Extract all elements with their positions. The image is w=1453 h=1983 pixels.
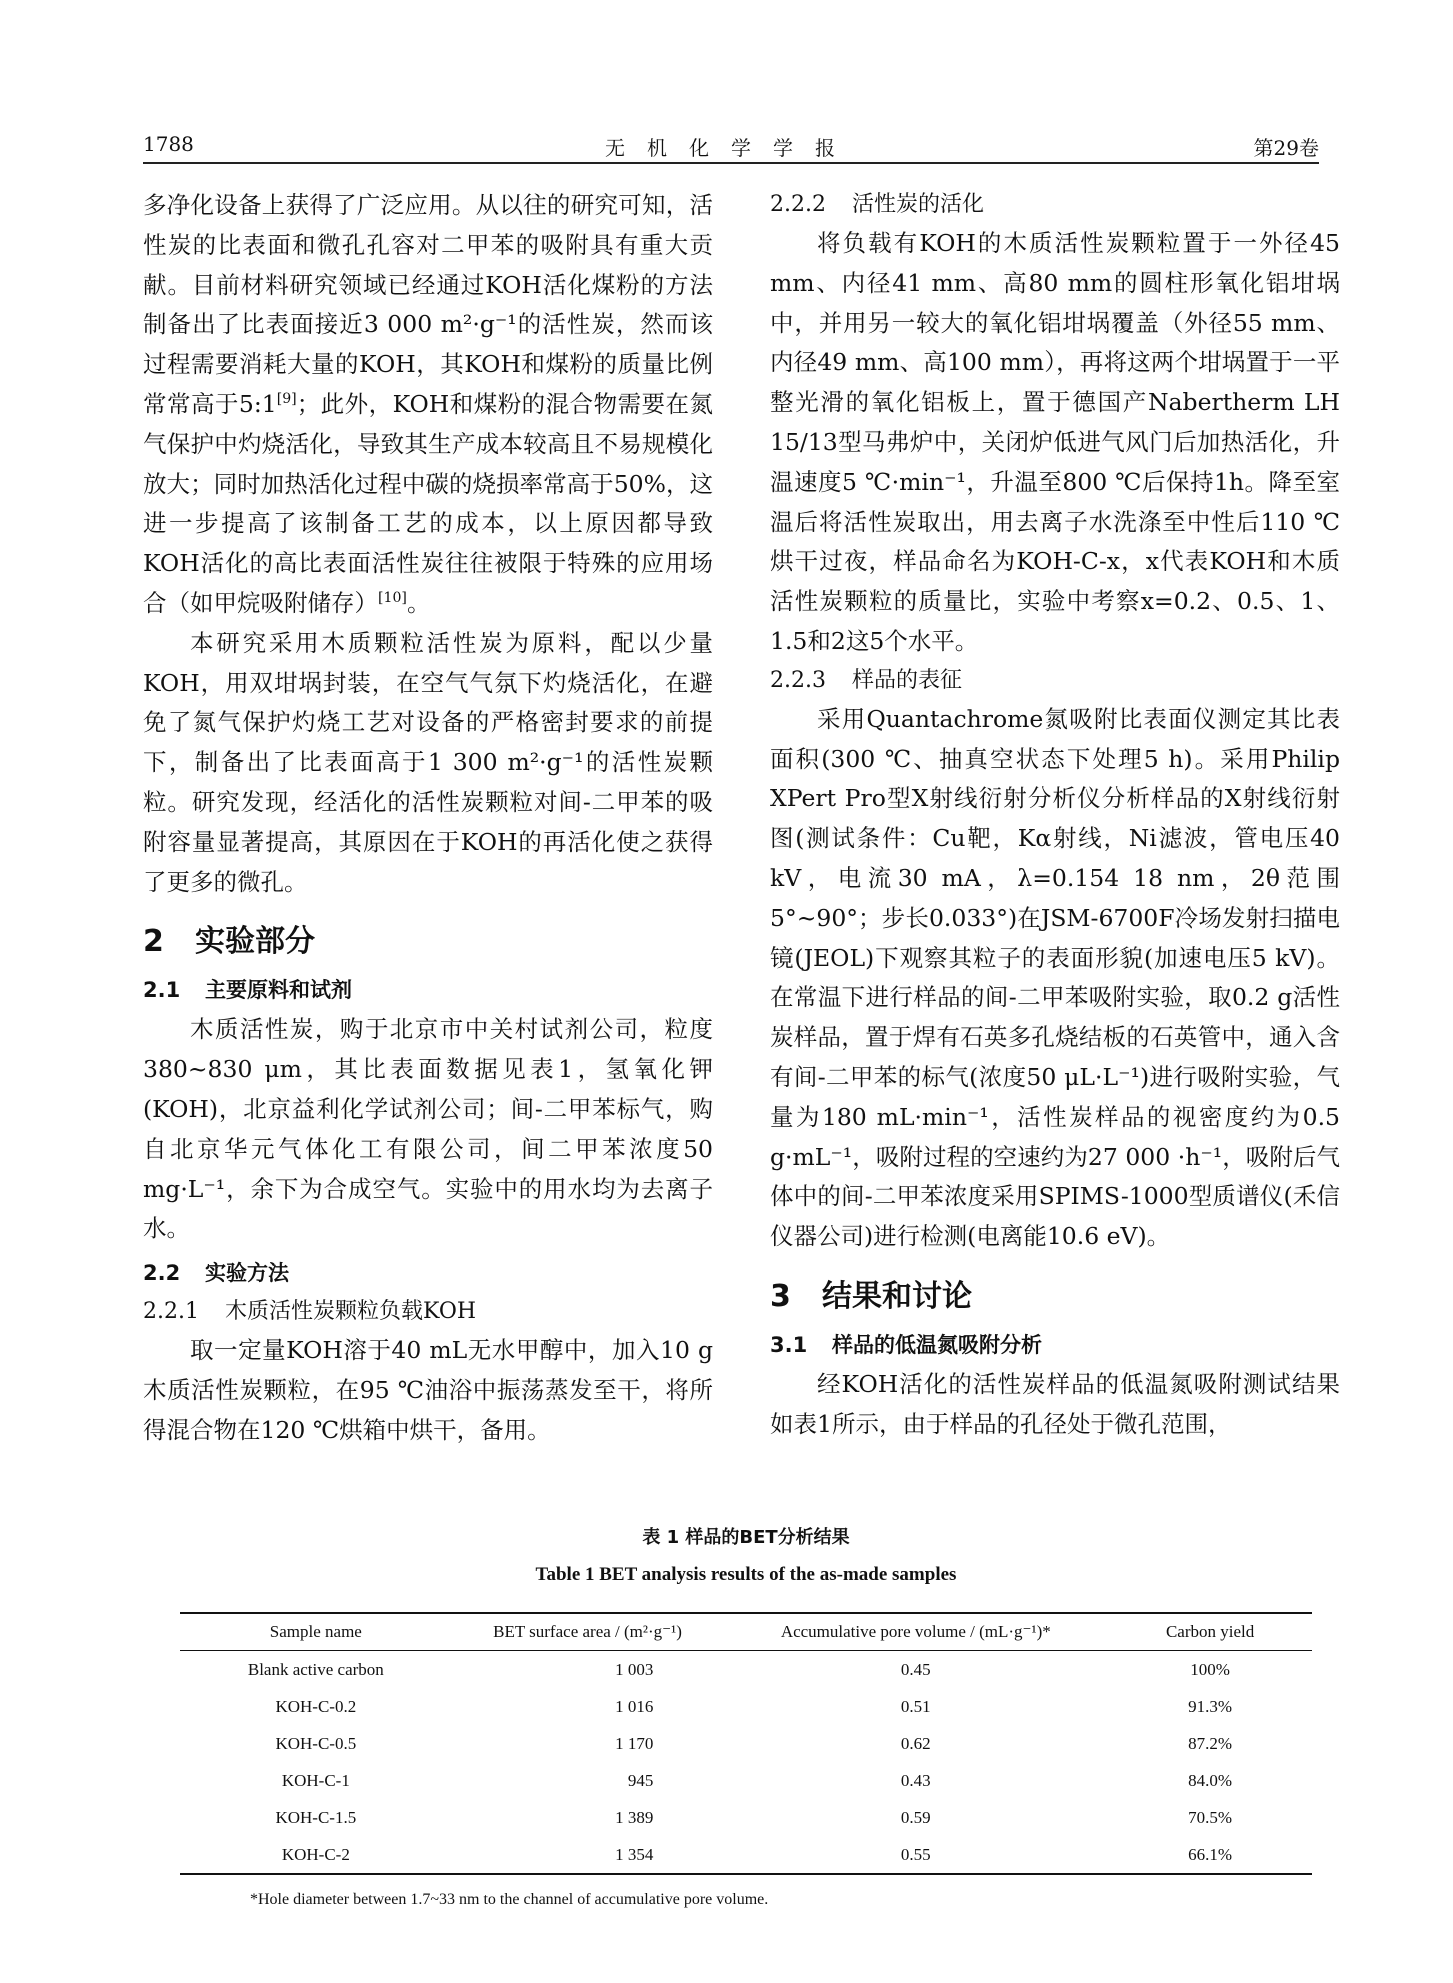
- paragraph-study-summary: 本研究采用木质颗粒活性炭为原料，配以少量KOH，用双坩埚封装，在空气气氛下灼烧活化，在避免了氮气保护灼烧工艺对设备的严格密封要求的前提下，制备出了比表面高于1 300 m²·g⁻¹的活性炭颗粒。研究发现，经活化的活性炭颗粒对间-二甲苯的吸附容量显著提高，其原因在于KOH的再活化使之获得了更多的微孔。: [143, 628, 713, 896]
- cell-bet-surface-area: 1 170: [615, 1733, 654, 1753]
- cell-sample-name: Blank active carbon: [247, 1659, 384, 1679]
- header-pore-volume: Accumulative pore volume / (mL·g⁻¹)*: [780, 1622, 1051, 1641]
- cell-sample-name: KOH-C-0.2: [275, 1696, 357, 1716]
- cell-pore-volume: 0.59: [900, 1807, 931, 1827]
- cell-carbon-yield: 87.2%: [1188, 1733, 1233, 1753]
- cell-pore-volume: 0.51: [900, 1696, 931, 1716]
- page-number: 1788: [143, 132, 194, 156]
- cell-sample-name: KOH-C-1.5: [275, 1807, 357, 1827]
- cell-carbon-yield: 66.1%: [1188, 1844, 1233, 1864]
- cell-sample-name: KOH-C-2: [281, 1844, 350, 1864]
- table-header-row: [180, 1613, 1312, 1651]
- paragraph-koh-loading: 取一定量KOH溶于40 mL无水甲醇中，加入10 g木质活性炭颗粒，在95 ℃油浴中振荡蒸发至干，将所得混合物在120 ℃烘箱中烘干，备用。: [143, 1336, 713, 1444]
- section-heading-2-2-1: 2.2.1 木质活性炭颗粒负载KOH: [143, 1299, 477, 1325]
- cell-carbon-yield: 84.0%: [1188, 1770, 1233, 1790]
- paragraph-characterization: 采用Quantachrome氮吸附比表面仪测定其比表面积(300 ℃、抽真空状态下处理5 h)。采用Philip XPert Pro型X射线衍射分析仪分析样品的X射线衍射图(测试条件：Cu靶，Kα射线，Ni滤波，管电压40 kV，电流30 mA，λ=0.154 18 nm，2θ范围5°~90°；步长0.033°)在JSM-6700F冷场发射扫描电镜(JEOL)下观察其粒子的表面形貌(加速电压5 kV)。在常温下进行样品的间-二甲苯吸附实验，取0.2 g活性炭样品，置于焊有石英多孔烧结板的石英管中，通入含有间-二甲苯的标气(浓度50 μL·L⁻¹)进行吸附实验，气量为180 mL·min⁻¹，活性炭样品的视密度约为0.5 g·mL⁻¹，吸附过程的空速约为27 000 ·h⁻¹，吸附后气体中的间-二甲苯浓度采用SPIMS-1000型质谱仪(禾信仪器公司)进行检测(电离能10.6 eV)。: [770, 704, 1340, 1251]
- header-carbon-yield: Carbon yield: [1165, 1622, 1255, 1641]
- header-bet-surface-area: BET surface area / (m²·g⁻¹): [493, 1622, 682, 1641]
- table-row: [180, 1762, 1312, 1799]
- header-sample-name: Sample name: [269, 1622, 362, 1641]
- paragraph-materials: 木质活性炭，购于北京市中关村试剂公司，粒度380~830 μm，其比表面数据见表1，氢氧化钾(KOH)，北京益利化学试剂公司；间-二甲苯标气，购自北京华元气体化工有限公司，间二甲苯浓度50 mg·L⁻¹，余下为合成空气。实验中的用水均为去离子水。: [143, 1015, 713, 1243]
- section-heading-2: 2 实验部分: [143, 924, 315, 960]
- cell-pore-volume: 0.55: [900, 1844, 931, 1864]
- table-row: [180, 1799, 1312, 1836]
- right-column: [770, 186, 1340, 1445]
- paragraph-results-intro: 经KOH活化的活性炭样品的低温氮吸附测试结果如表1所示，由于样品的孔径处于微孔范围，: [770, 1369, 1340, 1438]
- left-column: [143, 186, 713, 1451]
- section-heading-3: 3 结果和讨论: [770, 1278, 972, 1314]
- cell-pore-volume: 0.43: [900, 1770, 931, 1790]
- cell-carbon-yield: 100%: [1190, 1659, 1230, 1679]
- paragraph-activation: 将负载有KOH的木质活性炭颗粒置于一外径45 mm、内径41 mm、高80 mm的圆柱形氧化铝坩埚中，并用另一较大的氧化铝坩埚覆盖（外径55 mm、内径49 mm、高100 mm），再将这两个坩埚置于一平整光滑的氧化铝板上，置于德国产Nabertherm LH 15/13型马弗炉中，关闭炉低进气风门后加热活化，升温速度5 ℃·min⁻¹，升温至800 ℃后保持1h。降至室温后将活性炭取出，用去离子水洗涤至中性后110 ℃烘干过夜，样品命名为KOH-C-x，x代表KOH和木质活性炭颗粒的质量比，实验中考察x=0.2、0.5、1、1.5和2这5个水平。: [770, 229, 1340, 655]
- table-row: [180, 1688, 1312, 1725]
- section-heading-2-2: 2.2 实验方法: [143, 1261, 289, 1286]
- table-caption-cn: 表 1 样品的BET分析结果: [642, 1527, 850, 1548]
- cell-sample-name: KOH-C-1: [281, 1770, 350, 1790]
- cell-carbon-yield: 91.3%: [1188, 1696, 1233, 1716]
- cell-bet-surface-area: 1 389: [615, 1807, 654, 1827]
- cell-pore-volume: 0.62: [900, 1733, 931, 1753]
- table-row: [180, 1651, 1312, 1689]
- running-header: [143, 128, 1319, 164]
- table-row: [180, 1725, 1312, 1762]
- cell-pore-volume: 0.45: [900, 1659, 931, 1679]
- cell-bet-surface-area: 1 016: [615, 1696, 654, 1716]
- table-1-block: [180, 1522, 1312, 1909]
- table-row: [180, 1836, 1312, 1874]
- cell-bet-surface-area: 1 354: [615, 1844, 654, 1864]
- cell-carbon-yield: 70.5%: [1188, 1807, 1233, 1827]
- table-caption-en: Table 1 BET analysis results of the as-made samples: [535, 1564, 957, 1585]
- journal-name: 无机化学学报: [605, 136, 857, 160]
- section-heading-2-1: 2.1 主要原料和试剂: [143, 978, 352, 1003]
- paragraph-intro-continued: 多净化设备上获得了广泛应用。从以往的研究可知，活性炭的比表面和微孔孔容对二甲苯的吸附具有重大贡献。目前材料研究领域已经通过KOH活化煤粉的方法制备出了比表面接近3 000 m²·g⁻¹的活性炭，然而该过程需要消耗大量的KOH，其KOH和煤粉的质量比例常常高于5:1[9]；此外，KOH和煤粉的混合物需要在氮气保护中灼烧活化，导致其生产成本较高且不易规模化放大；同时加热活化过程中碳的烧损率常高于50%，这进一步提高了该制备工艺的成本，以上原因都导致KOH活化的高比表面活性炭往往被限于特殊的应用场合（如甲烷吸附储存）[10]。: [143, 191, 713, 617]
- citation-9: [9]: [276, 391, 297, 408]
- section-heading-2-2-2: 2.2.2 活性炭的活化: [770, 192, 985, 217]
- bet-results-table: [180, 1612, 1312, 1875]
- cell-bet-surface-area: 945: [627, 1770, 654, 1790]
- cell-sample-name: KOH-C-0.5: [275, 1733, 357, 1753]
- section-heading-3-1: 3.1 样品的低温氮吸附分析: [770, 1332, 1042, 1357]
- cell-bet-surface-area: 1 003: [615, 1659, 654, 1679]
- table-footnote: *Hole diameter between 1.7~33 nm to the channel of accumulative pore volume.: [250, 1891, 769, 1908]
- citation-10: [10]: [378, 590, 407, 607]
- volume-label: 第29卷: [1253, 136, 1319, 160]
- section-heading-2-2-3: 2.2.3 样品的表征: [770, 667, 963, 693]
